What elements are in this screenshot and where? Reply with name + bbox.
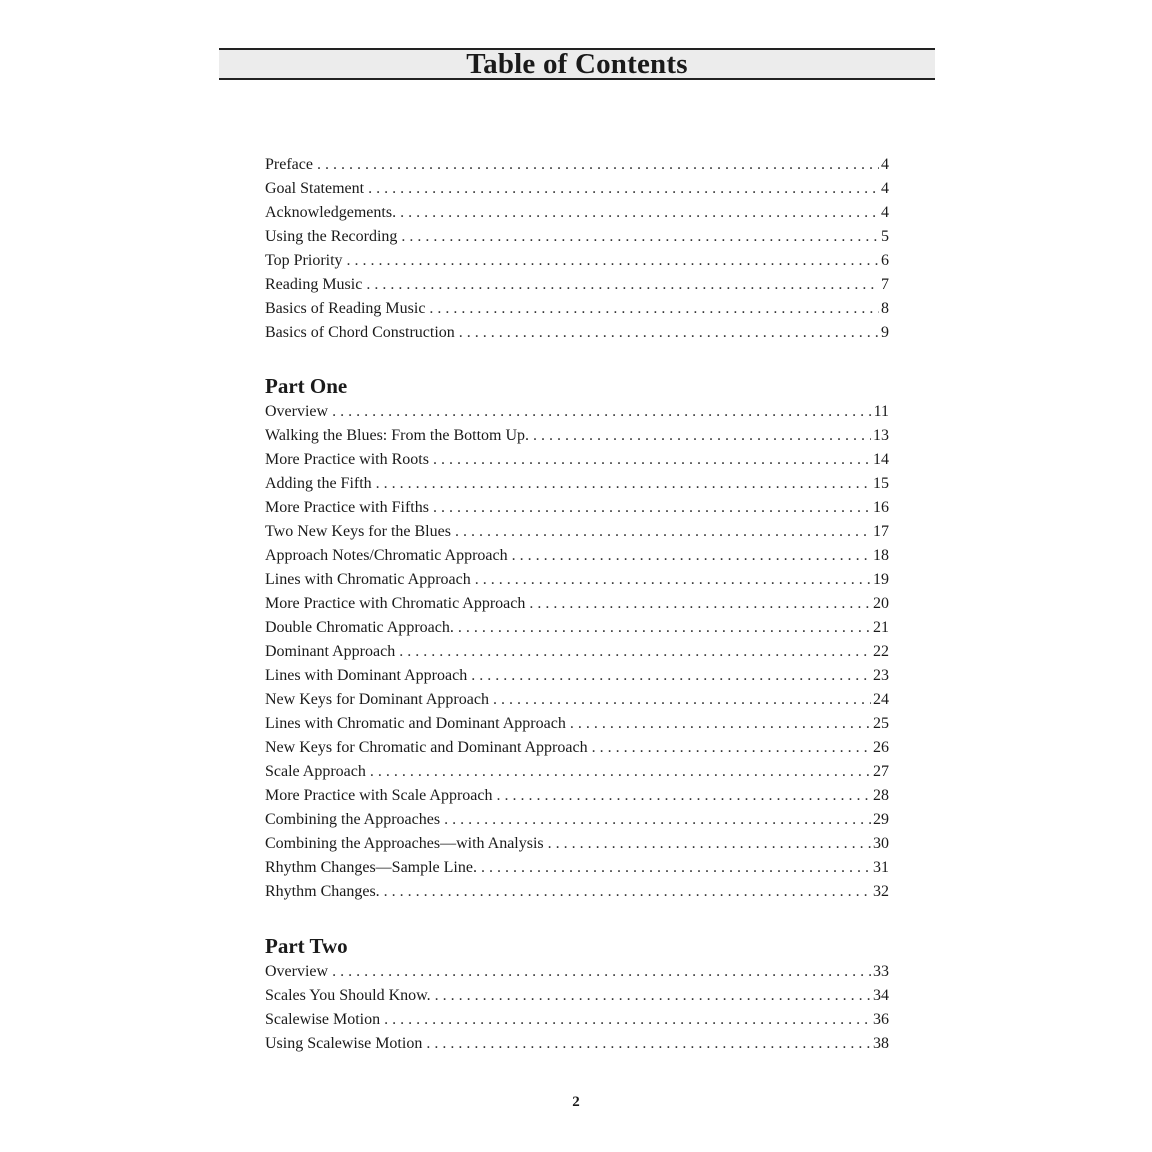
toc-entry-page: 25 (873, 715, 889, 732)
section-heading-part-two: Part Two (265, 934, 348, 958)
toc-entry-page: 33 (873, 963, 889, 980)
toc-entry (265, 544, 889, 568)
toc-entry-page: 29 (873, 811, 889, 828)
toc-entry-page: 26 (873, 739, 889, 756)
toc-entry (265, 321, 889, 345)
toc-entry-page: 11 (873, 403, 889, 420)
toc-entry-page: 16 (873, 499, 889, 516)
toc-entry (265, 784, 889, 808)
toc-entry-label: More Practice with Fifths (265, 499, 429, 516)
toc-entry-page: 7 (881, 276, 889, 293)
toc-entry-label: Combining the Approaches (265, 811, 441, 828)
toc-entry-label: More Practice with Roots (265, 451, 429, 468)
dot-leader (458, 616, 871, 640)
toc-entry-page: 18 (873, 547, 889, 564)
toc-entry-label: Rhythm Changes—Sample Line. (265, 859, 477, 876)
toc-entry (265, 520, 889, 544)
dot-leader (592, 736, 871, 760)
dot-leader (332, 960, 871, 984)
toc-entry (265, 664, 889, 688)
dot-leader (399, 640, 871, 664)
toc-entry-page: 30 (873, 835, 889, 852)
dot-leader (493, 688, 871, 712)
toc-entry-page: 13 (873, 427, 889, 444)
toc-part-two (265, 960, 889, 1056)
dot-leader (400, 201, 879, 225)
dot-leader (368, 177, 879, 201)
toc-entry-page: 14 (873, 451, 889, 468)
toc-entry-page: 28 (873, 787, 889, 804)
title-bar (219, 48, 935, 80)
dot-leader (347, 249, 879, 273)
page-number: 2 (572, 1094, 580, 1110)
toc-entry-label: Goal Statement (265, 180, 365, 197)
toc-entry (265, 760, 889, 784)
dot-leader (444, 808, 871, 832)
toc-entry-page: 4 (881, 180, 889, 197)
section-heading-part-one: Part One (265, 374, 348, 398)
dot-leader (317, 153, 879, 177)
toc-entry-label: Double Chromatic Approach. (265, 619, 454, 636)
toc-entry (265, 424, 889, 448)
toc-entry (265, 177, 889, 201)
toc-entry-label: Basics of Reading Music (265, 300, 426, 317)
toc-entry (265, 448, 889, 472)
dot-leader (384, 880, 871, 904)
toc-entry (265, 472, 889, 496)
toc-entry-label: Approach Notes/Chromatic Approach (265, 547, 508, 564)
dot-leader (366, 273, 879, 297)
toc-entry (265, 688, 889, 712)
toc-entry (265, 273, 889, 297)
toc-entry (265, 201, 889, 225)
toc-entry (265, 736, 889, 760)
toc-entry-label: Reading Music (265, 276, 363, 293)
dot-leader (376, 472, 871, 496)
toc-front-matter (265, 153, 889, 345)
toc-entry-page: 5 (881, 228, 889, 245)
toc-entry-page: 31 (873, 859, 889, 876)
toc-entry-label: Rhythm Changes. (265, 883, 380, 900)
toc-entry-label: Combining the Approaches—with Analysis (265, 835, 544, 852)
toc-entry (265, 400, 889, 424)
page-title: Table of Contents (466, 47, 688, 80)
toc-entry-label: Overview (265, 963, 329, 980)
toc-entry (265, 616, 889, 640)
dot-leader (332, 400, 872, 424)
dot-leader (384, 1008, 871, 1032)
dot-leader (512, 544, 871, 568)
toc-entry (265, 960, 889, 984)
toc-entry-label: Preface (265, 156, 313, 173)
toc-entry-label: Basics of Chord Construction (265, 324, 455, 341)
toc-part-one (265, 400, 889, 904)
toc-entry-page: 17 (873, 523, 889, 540)
toc-entry-page: 8 (881, 300, 889, 317)
toc-entry (265, 856, 889, 880)
toc-entry-label: Using Scalewise Motion (265, 1035, 423, 1052)
toc-entry (265, 832, 889, 856)
toc-entry-page: 38 (873, 1035, 889, 1052)
dot-leader (471, 664, 871, 688)
toc-entry-label: Using the Recording (265, 228, 398, 245)
toc-entry-label: Lines with Dominant Approach (265, 667, 468, 684)
toc-entry-label: New Keys for Dominant Approach (265, 691, 489, 708)
toc-entry-label: Scalewise Motion (265, 1011, 381, 1028)
dot-leader (481, 856, 871, 880)
toc-entry-page: 21 (873, 619, 889, 636)
toc-entry (265, 592, 889, 616)
toc-entry-label: Walking the Blues: From the Bottom Up. (265, 427, 530, 444)
toc-entry (265, 225, 889, 249)
toc-entry-page: 23 (873, 667, 889, 684)
toc-entry-page: 34 (873, 987, 889, 1004)
toc-entry-label: Scale Approach (265, 763, 366, 780)
toc-entry-page: 15 (873, 475, 889, 492)
toc-entry-label: Lines with Chromatic and Dominant Approach (265, 715, 566, 732)
dot-leader (548, 832, 871, 856)
toc-entry (265, 712, 889, 736)
dot-leader (455, 520, 871, 544)
toc-entry-label: Overview (265, 403, 329, 420)
toc-entry-label: Dominant Approach (265, 643, 396, 660)
dot-leader (401, 225, 879, 249)
toc-entry-label: Lines with Chromatic Approach (265, 571, 471, 588)
toc-entry (265, 249, 889, 273)
toc-entry-label: More Practice with Scale Approach (265, 787, 493, 804)
dot-leader (370, 760, 871, 784)
toc-entry (265, 297, 889, 321)
dot-leader (435, 984, 871, 1008)
toc-entry-label: New Keys for Chromatic and Dominant Approach (265, 739, 588, 756)
toc-entry-page: 19 (873, 571, 889, 588)
toc-entry-page: 32 (873, 883, 889, 900)
dot-leader (426, 1032, 871, 1056)
dot-leader (459, 321, 879, 345)
toc-entry (265, 640, 889, 664)
toc-entry (265, 984, 889, 1008)
toc-entry-page: 4 (881, 156, 889, 173)
toc-entry (265, 1008, 889, 1032)
dot-leader (533, 424, 871, 448)
toc-entry (265, 880, 889, 904)
toc-entry-page: 4 (881, 204, 889, 221)
toc-entry-label: Acknowledgements. (265, 204, 397, 221)
toc-entry-page: 36 (873, 1011, 889, 1028)
dot-leader (529, 592, 871, 616)
dot-leader (429, 297, 879, 321)
toc-entry-label: Adding the Fifth (265, 475, 372, 492)
toc-entry-page: 22 (873, 643, 889, 660)
dot-leader (496, 784, 871, 808)
dot-leader (433, 448, 871, 472)
toc-entry-page: 27 (873, 763, 889, 780)
toc-entry-label: Two New Keys for the Blues (265, 523, 451, 540)
toc-entry (265, 496, 889, 520)
toc-entry (265, 153, 889, 177)
dot-leader (570, 712, 871, 736)
toc-entry-page: 20 (873, 595, 889, 612)
toc-entry-label: Scales You Should Know. (265, 987, 431, 1004)
dot-leader (475, 568, 871, 592)
toc-entry-page: 24 (873, 691, 889, 708)
toc-entry (265, 1032, 889, 1056)
toc-entry (265, 808, 889, 832)
toc-entry-label: Top Priority (265, 252, 343, 269)
toc-entry (265, 568, 889, 592)
toc-entry-page: 6 (881, 252, 889, 269)
toc-entry-label: More Practice with Chromatic Approach (265, 595, 526, 612)
dot-leader (433, 496, 871, 520)
toc-entry-page: 9 (881, 324, 889, 341)
